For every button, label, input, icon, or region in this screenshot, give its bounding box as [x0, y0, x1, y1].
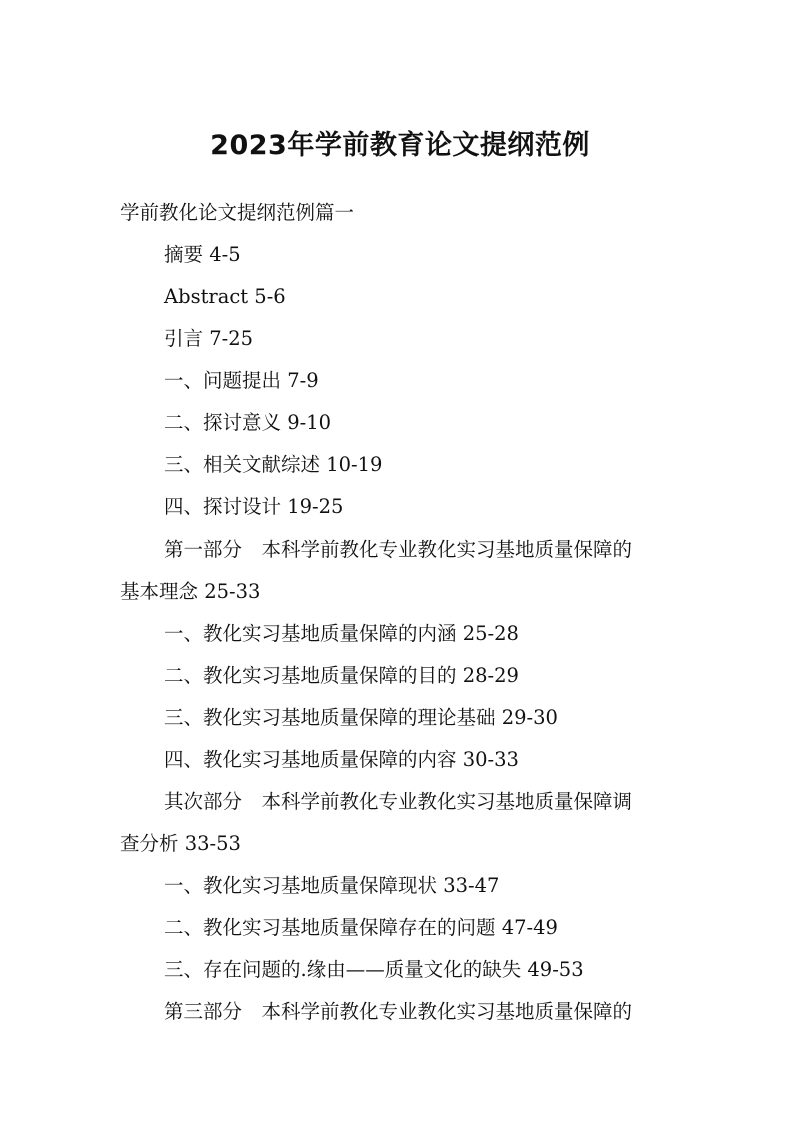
toc-entry: 三、相关文献综述 10-19 — [164, 453, 383, 476]
toc-entry: 三、教化实习基地质量保障的理论基础 29-30 — [164, 706, 558, 729]
toc-entry-abstract-en: Abstract 5-6 — [164, 285, 286, 308]
toc-part-heading: 第一部分 本科学前教化专业教化实习基地质量保障的 — [164, 538, 633, 561]
toc-entry: 一、教化实习基地质量保障现状 33-47 — [164, 874, 500, 897]
toc-entry: 一、问题提出 7-9 — [164, 369, 319, 392]
toc-part-heading-continued: 基本理念 25-33 — [120, 580, 261, 603]
toc-entry: 三、存在问题的.缘由——质量文化的缺失 49-53 — [164, 958, 584, 981]
toc-part-heading: 第三部分 本科学前教化专业教化实习基地质量保障的 — [164, 1000, 633, 1023]
toc-part-heading: 其次部分 本科学前教化专业教化实习基地质量保障调 — [164, 790, 633, 813]
toc-entry-abstract-cn: 摘要 4-5 — [164, 243, 241, 266]
toc-part-heading-continued: 查分析 33-53 — [120, 832, 241, 855]
toc-entry: 四、探讨设计 19-25 — [164, 495, 344, 518]
toc-entry: 四、教化实习基地质量保障的内容 30-33 — [164, 748, 519, 771]
toc-entry: 二、探讨意义 9-10 — [164, 411, 332, 434]
section-heading: 学前教化论文提纲范例篇一 — [120, 201, 355, 224]
toc-entry: 一、教化实习基地质量保障的内涵 25-28 — [164, 622, 519, 645]
document-title: 2023年学前教育论文提纲范例 — [210, 130, 590, 161]
toc-entry-introduction: 引言 7-25 — [164, 327, 254, 350]
toc-entry: 二、教化实习基地质量保障的目的 28-29 — [164, 664, 519, 687]
toc-entry: 二、教化实习基地质量保障存在的问题 47-49 — [164, 916, 558, 939]
